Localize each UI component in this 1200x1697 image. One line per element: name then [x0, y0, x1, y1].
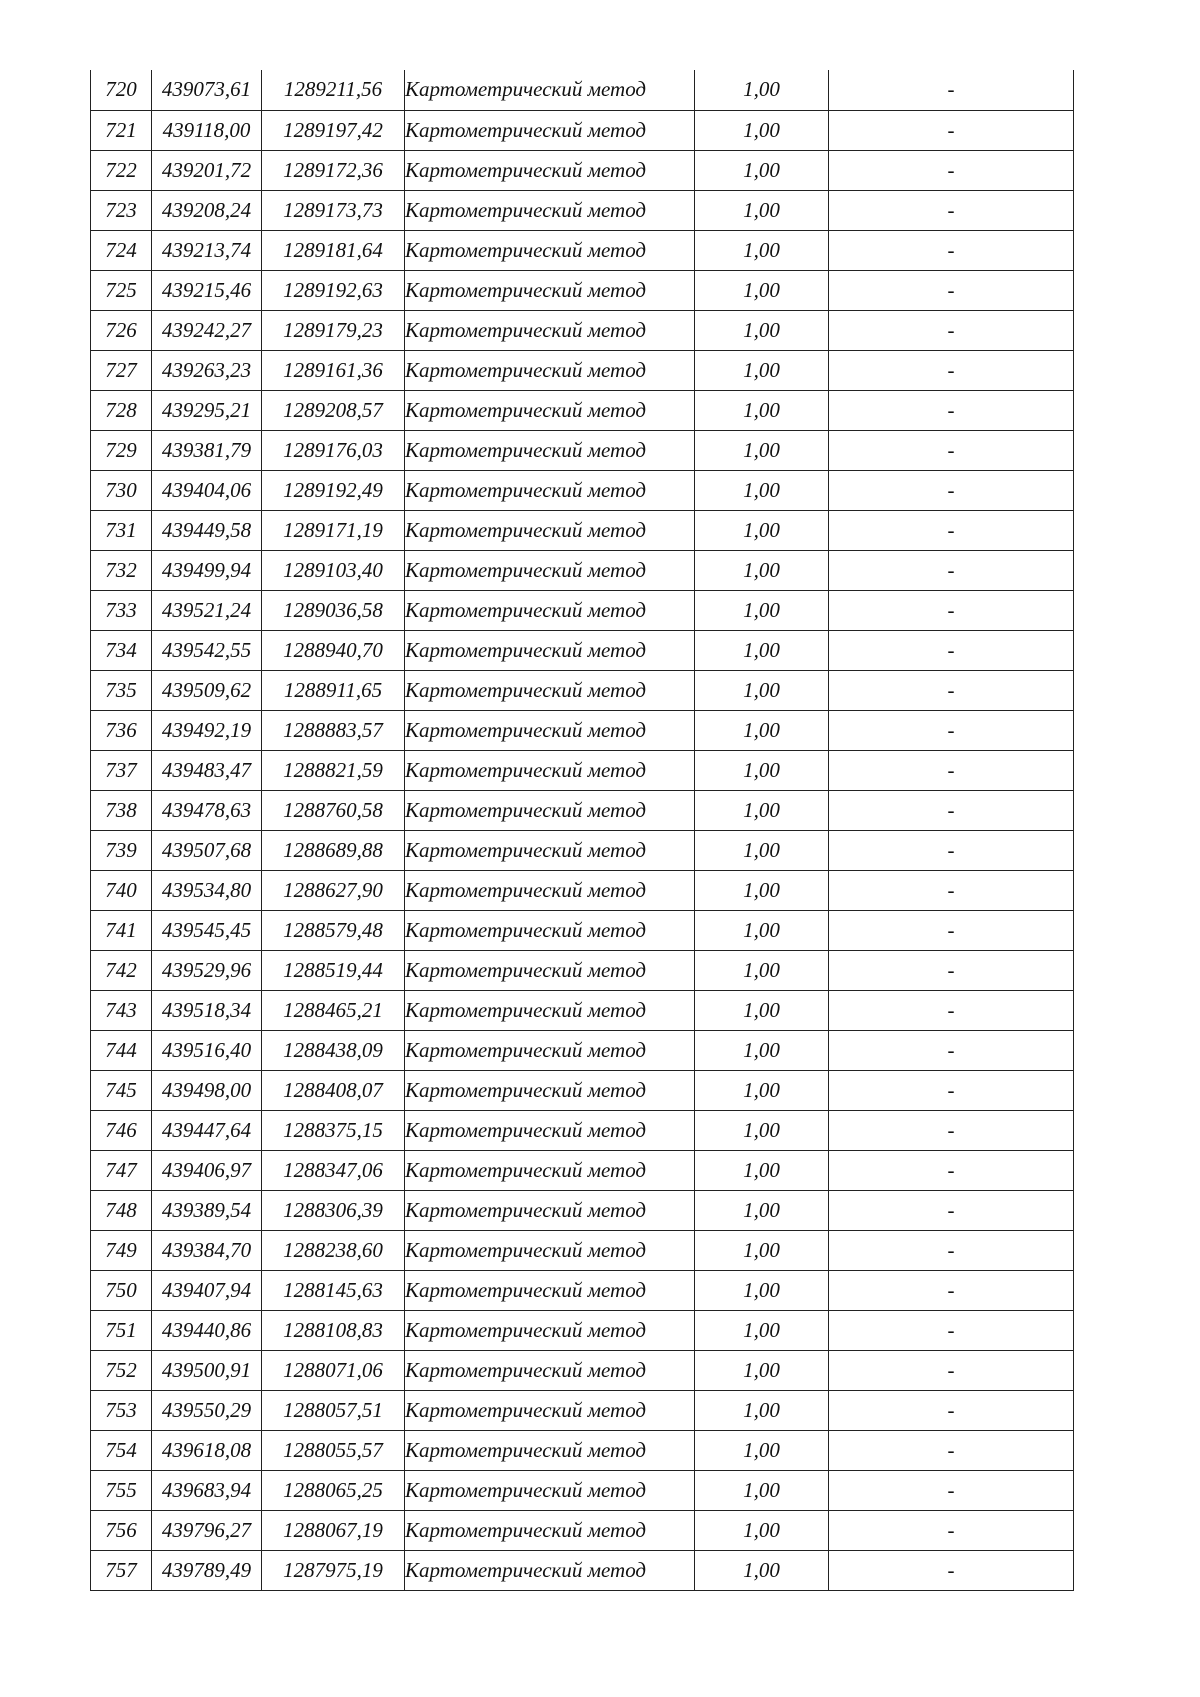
x-coordinate-cell: 439492,19 [152, 710, 262, 750]
method-cell: Картометрический метод [405, 710, 695, 750]
table-row [91, 1430, 1074, 1470]
x-coordinate-cell: 439201,72 [152, 150, 262, 190]
y-coordinate-cell: 1288911,65 [262, 670, 405, 710]
description-cell: - [829, 950, 1074, 990]
point-number-cell: 750 [91, 1270, 152, 1310]
method-cell: Картометрический метод [405, 1230, 695, 1270]
point-number-cell: 734 [91, 630, 152, 670]
method-cell: Картометрический метод [405, 1270, 695, 1310]
table-row [91, 1190, 1074, 1230]
y-coordinate-cell: 1288940,70 [262, 630, 405, 670]
description-cell: - [829, 430, 1074, 470]
table-row [91, 670, 1074, 710]
point-number-cell: 737 [91, 750, 152, 790]
description-cell: - [829, 750, 1074, 790]
y-coordinate-cell: 1289181,64 [262, 230, 405, 270]
method-cell: Картометрический метод [405, 630, 695, 670]
accuracy-cell: 1,00 [695, 750, 829, 790]
table-row [91, 630, 1074, 670]
table-row [91, 1310, 1074, 1350]
y-coordinate-cell: 1288067,19 [262, 1510, 405, 1550]
table-row [91, 830, 1074, 870]
accuracy-cell: 1,00 [695, 1390, 829, 1430]
accuracy-cell: 1,00 [695, 110, 829, 150]
point-number-cell: 726 [91, 310, 152, 350]
y-coordinate-cell: 1288238,60 [262, 1230, 405, 1270]
description-cell: - [829, 1270, 1074, 1310]
x-coordinate-cell: 439789,49 [152, 1550, 262, 1590]
point-number-cell: 751 [91, 1310, 152, 1350]
point-number-cell: 742 [91, 950, 152, 990]
method-cell: Картометрический метод [405, 1390, 695, 1430]
method-cell: Картометрический метод [405, 470, 695, 510]
description-cell: - [829, 270, 1074, 310]
x-coordinate-cell: 439516,40 [152, 1030, 262, 1070]
table-row [91, 1110, 1074, 1150]
x-coordinate-cell: 439550,29 [152, 1390, 262, 1430]
point-number-cell: 745 [91, 1070, 152, 1110]
point-number-cell: 733 [91, 590, 152, 630]
table-row [91, 1270, 1074, 1310]
y-coordinate-cell: 1289171,19 [262, 510, 405, 550]
description-cell: - [829, 1430, 1074, 1470]
description-cell: - [829, 830, 1074, 870]
method-cell: Картометрический метод [405, 310, 695, 350]
y-coordinate-cell: 1288071,06 [262, 1350, 405, 1390]
description-cell: - [829, 870, 1074, 910]
accuracy-cell: 1,00 [695, 150, 829, 190]
x-coordinate-cell: 439242,27 [152, 310, 262, 350]
x-coordinate-cell: 439118,00 [152, 110, 262, 150]
point-number-cell: 749 [91, 1230, 152, 1270]
accuracy-cell: 1,00 [695, 470, 829, 510]
method-cell: Картометрический метод [405, 1430, 695, 1470]
x-coordinate-cell: 439449,58 [152, 510, 262, 550]
y-coordinate-cell: 1289211,56 [262, 70, 405, 110]
method-cell: Картометрический метод [405, 750, 695, 790]
accuracy-cell: 1,00 [695, 1230, 829, 1270]
description-cell: - [829, 910, 1074, 950]
table-row [91, 390, 1074, 430]
point-number-cell: 753 [91, 1390, 152, 1430]
point-number-cell: 755 [91, 1470, 152, 1510]
x-coordinate-cell: 439499,94 [152, 550, 262, 590]
point-number-cell: 731 [91, 510, 152, 550]
point-number-cell: 754 [91, 1430, 152, 1470]
description-cell: - [829, 390, 1074, 430]
point-number-cell: 735 [91, 670, 152, 710]
description-cell: - [829, 110, 1074, 150]
accuracy-cell: 1,00 [695, 390, 829, 430]
y-coordinate-cell: 1289172,36 [262, 150, 405, 190]
table-row [91, 230, 1074, 270]
accuracy-cell: 1,00 [695, 1070, 829, 1110]
y-coordinate-cell: 1288347,06 [262, 1150, 405, 1190]
accuracy-cell: 1,00 [695, 710, 829, 750]
accuracy-cell: 1,00 [695, 1310, 829, 1350]
method-cell: Картометрический метод [405, 270, 695, 310]
x-coordinate-cell: 439500,91 [152, 1350, 262, 1390]
description-cell: - [829, 1070, 1074, 1110]
table-row [91, 70, 1074, 110]
y-coordinate-cell: 1288821,59 [262, 750, 405, 790]
point-number-cell: 756 [91, 1510, 152, 1550]
table-row [91, 1550, 1074, 1590]
description-cell: - [829, 190, 1074, 230]
description-cell: - [829, 1230, 1074, 1270]
x-coordinate-cell: 439518,34 [152, 990, 262, 1030]
point-number-cell: 736 [91, 710, 152, 750]
method-cell: Картометрический метод [405, 1030, 695, 1070]
point-number-cell: 723 [91, 190, 152, 230]
accuracy-cell: 1,00 [695, 1270, 829, 1310]
description-cell: - [829, 630, 1074, 670]
accuracy-cell: 1,00 [695, 1470, 829, 1510]
method-cell: Картометрический метод [405, 1110, 695, 1150]
x-coordinate-cell: 439796,27 [152, 1510, 262, 1550]
description-cell: - [829, 1150, 1074, 1190]
table-row [91, 990, 1074, 1030]
accuracy-cell: 1,00 [695, 870, 829, 910]
y-coordinate-cell: 1289176,03 [262, 430, 405, 470]
x-coordinate-cell: 439498,00 [152, 1070, 262, 1110]
method-cell: Картометрический метод [405, 670, 695, 710]
point-number-cell: 720 [91, 70, 152, 110]
table-row [91, 1230, 1074, 1270]
point-number-cell: 746 [91, 1110, 152, 1150]
accuracy-cell: 1,00 [695, 1550, 829, 1590]
x-coordinate-cell: 439529,96 [152, 950, 262, 990]
x-coordinate-cell: 439534,80 [152, 870, 262, 910]
accuracy-cell: 1,00 [695, 550, 829, 590]
accuracy-cell: 1,00 [695, 1190, 829, 1230]
x-coordinate-cell: 439507,68 [152, 830, 262, 870]
point-number-cell: 738 [91, 790, 152, 830]
method-cell: Картометрический метод [405, 1310, 695, 1350]
table-row [91, 270, 1074, 310]
y-coordinate-cell: 1288760,58 [262, 790, 405, 830]
y-coordinate-cell: 1287975,19 [262, 1550, 405, 1590]
y-coordinate-cell: 1288375,15 [262, 1110, 405, 1150]
y-coordinate-cell: 1289192,63 [262, 270, 405, 310]
description-cell: - [829, 1470, 1074, 1510]
point-number-cell: 725 [91, 270, 152, 310]
x-coordinate-cell: 439073,61 [152, 70, 262, 110]
x-coordinate-cell: 439483,47 [152, 750, 262, 790]
x-coordinate-cell: 439545,45 [152, 910, 262, 950]
point-number-cell: 752 [91, 1350, 152, 1390]
x-coordinate-cell: 439509,62 [152, 670, 262, 710]
coordinates-table [90, 70, 1074, 1591]
method-cell: Картометрический метод [405, 1510, 695, 1550]
y-coordinate-cell: 1288519,44 [262, 950, 405, 990]
description-cell: - [829, 510, 1074, 550]
accuracy-cell: 1,00 [695, 230, 829, 270]
x-coordinate-cell: 439208,24 [152, 190, 262, 230]
x-coordinate-cell: 439618,08 [152, 1430, 262, 1470]
table-row [91, 150, 1074, 190]
y-coordinate-cell: 1288689,88 [262, 830, 405, 870]
description-cell: - [829, 1110, 1074, 1150]
description-cell: - [829, 1030, 1074, 1070]
method-cell: Картометрический метод [405, 950, 695, 990]
method-cell: Картометрический метод [405, 110, 695, 150]
accuracy-cell: 1,00 [695, 1030, 829, 1070]
table-row [91, 1150, 1074, 1190]
x-coordinate-cell: 439215,46 [152, 270, 262, 310]
method-cell: Картометрический метод [405, 1550, 695, 1590]
accuracy-cell: 1,00 [695, 510, 829, 550]
y-coordinate-cell: 1288579,48 [262, 910, 405, 950]
point-number-cell: 727 [91, 350, 152, 390]
table-row [91, 750, 1074, 790]
accuracy-cell: 1,00 [695, 70, 829, 110]
description-cell: - [829, 70, 1074, 110]
table-row [91, 1390, 1074, 1430]
table-row [91, 550, 1074, 590]
y-coordinate-cell: 1288408,07 [262, 1070, 405, 1110]
description-cell: - [829, 670, 1074, 710]
x-coordinate-cell: 439447,64 [152, 1110, 262, 1150]
x-coordinate-cell: 439407,94 [152, 1270, 262, 1310]
x-coordinate-cell: 439381,79 [152, 430, 262, 470]
method-cell: Картометрический метод [405, 790, 695, 830]
description-cell: - [829, 1350, 1074, 1390]
accuracy-cell: 1,00 [695, 1430, 829, 1470]
point-number-cell: 732 [91, 550, 152, 590]
point-number-cell: 748 [91, 1190, 152, 1230]
y-coordinate-cell: 1288055,57 [262, 1430, 405, 1470]
method-cell: Картометрический метод [405, 1470, 695, 1510]
y-coordinate-cell: 1288465,21 [262, 990, 405, 1030]
point-number-cell: 740 [91, 870, 152, 910]
description-cell: - [829, 1190, 1074, 1230]
x-coordinate-cell: 439263,23 [152, 350, 262, 390]
method-cell: Картометрический метод [405, 990, 695, 1030]
point-number-cell: 741 [91, 910, 152, 950]
table-row [91, 790, 1074, 830]
table-row [91, 950, 1074, 990]
accuracy-cell: 1,00 [695, 430, 829, 470]
accuracy-cell: 1,00 [695, 910, 829, 950]
accuracy-cell: 1,00 [695, 590, 829, 630]
y-coordinate-cell: 1288883,57 [262, 710, 405, 750]
accuracy-cell: 1,00 [695, 190, 829, 230]
x-coordinate-cell: 439389,54 [152, 1190, 262, 1230]
table-row [91, 1070, 1074, 1110]
y-coordinate-cell: 1288306,39 [262, 1190, 405, 1230]
point-number-cell: 739 [91, 830, 152, 870]
y-coordinate-cell: 1289197,42 [262, 110, 405, 150]
accuracy-cell: 1,00 [695, 1150, 829, 1190]
accuracy-cell: 1,00 [695, 990, 829, 1030]
description-cell: - [829, 470, 1074, 510]
description-cell: - [829, 990, 1074, 1030]
y-coordinate-cell: 1289036,58 [262, 590, 405, 630]
point-number-cell: 730 [91, 470, 152, 510]
x-coordinate-cell: 439521,24 [152, 590, 262, 630]
accuracy-cell: 1,00 [695, 310, 829, 350]
point-number-cell: 744 [91, 1030, 152, 1070]
method-cell: Картометрический метод [405, 70, 695, 110]
method-cell: Картометрический метод [405, 350, 695, 390]
accuracy-cell: 1,00 [695, 270, 829, 310]
description-cell: - [829, 1510, 1074, 1550]
method-cell: Картометрический метод [405, 230, 695, 270]
method-cell: Картометрический метод [405, 390, 695, 430]
y-coordinate-cell: 1289161,36 [262, 350, 405, 390]
description-cell: - [829, 1310, 1074, 1350]
description-cell: - [829, 590, 1074, 630]
method-cell: Картометрический метод [405, 510, 695, 550]
point-number-cell: 721 [91, 110, 152, 150]
table-row [91, 590, 1074, 630]
description-cell: - [829, 710, 1074, 750]
method-cell: Картометрический метод [405, 1350, 695, 1390]
description-cell: - [829, 310, 1074, 350]
y-coordinate-cell: 1288057,51 [262, 1390, 405, 1430]
accuracy-cell: 1,00 [695, 950, 829, 990]
point-number-cell: 724 [91, 230, 152, 270]
y-coordinate-cell: 1289179,23 [262, 310, 405, 350]
accuracy-cell: 1,00 [695, 1350, 829, 1390]
description-cell: - [829, 350, 1074, 390]
accuracy-cell: 1,00 [695, 350, 829, 390]
method-cell: Картометрический метод [405, 910, 695, 950]
y-coordinate-cell: 1288065,25 [262, 1470, 405, 1510]
x-coordinate-cell: 439406,97 [152, 1150, 262, 1190]
table-row [91, 110, 1074, 150]
x-coordinate-cell: 439384,70 [152, 1230, 262, 1270]
accuracy-cell: 1,00 [695, 830, 829, 870]
description-cell: - [829, 550, 1074, 590]
point-number-cell: 722 [91, 150, 152, 190]
table-row [91, 1350, 1074, 1390]
point-number-cell: 757 [91, 1550, 152, 1590]
table-row [91, 350, 1074, 390]
method-cell: Картометрический метод [405, 1070, 695, 1110]
y-coordinate-cell: 1288438,09 [262, 1030, 405, 1070]
description-cell: - [829, 790, 1074, 830]
method-cell: Картометрический метод [405, 590, 695, 630]
y-coordinate-cell: 1289173,73 [262, 190, 405, 230]
method-cell: Картометрический метод [405, 430, 695, 470]
table-row [91, 430, 1074, 470]
description-cell: - [829, 230, 1074, 270]
point-number-cell: 728 [91, 390, 152, 430]
coordinates-table-body [91, 70, 1074, 1590]
table-row [91, 710, 1074, 750]
x-coordinate-cell: 439440,86 [152, 1310, 262, 1350]
x-coordinate-cell: 439213,74 [152, 230, 262, 270]
y-coordinate-cell: 1289103,40 [262, 550, 405, 590]
table-row [91, 190, 1074, 230]
x-coordinate-cell: 439542,55 [152, 630, 262, 670]
table-row [91, 1510, 1074, 1550]
point-number-cell: 747 [91, 1150, 152, 1190]
description-cell: - [829, 1550, 1074, 1590]
x-coordinate-cell: 439404,06 [152, 470, 262, 510]
x-coordinate-cell: 439683,94 [152, 1470, 262, 1510]
method-cell: Картометрический метод [405, 190, 695, 230]
method-cell: Картометрический метод [405, 870, 695, 910]
description-cell: - [829, 150, 1074, 190]
accuracy-cell: 1,00 [695, 790, 829, 830]
y-coordinate-cell: 1288627,90 [262, 870, 405, 910]
accuracy-cell: 1,00 [695, 1110, 829, 1150]
y-coordinate-cell: 1288108,83 [262, 1310, 405, 1350]
table-row [91, 470, 1074, 510]
accuracy-cell: 1,00 [695, 630, 829, 670]
accuracy-cell: 1,00 [695, 670, 829, 710]
table-row [91, 510, 1074, 550]
y-coordinate-cell: 1289208,57 [262, 390, 405, 430]
table-row [91, 870, 1074, 910]
table-row [91, 310, 1074, 350]
method-cell: Картометрический метод [405, 1150, 695, 1190]
method-cell: Картометрический метод [405, 150, 695, 190]
point-number-cell: 729 [91, 430, 152, 470]
description-cell: - [829, 1390, 1074, 1430]
point-number-cell: 743 [91, 990, 152, 1030]
y-coordinate-cell: 1288145,63 [262, 1270, 405, 1310]
table-row [91, 1470, 1074, 1510]
method-cell: Картометрический метод [405, 1190, 695, 1230]
x-coordinate-cell: 439478,63 [152, 790, 262, 830]
method-cell: Картометрический метод [405, 830, 695, 870]
table-row [91, 1030, 1074, 1070]
x-coordinate-cell: 439295,21 [152, 390, 262, 430]
y-coordinate-cell: 1289192,49 [262, 470, 405, 510]
method-cell: Картометрический метод [405, 550, 695, 590]
table-row [91, 910, 1074, 950]
accuracy-cell: 1,00 [695, 1510, 829, 1550]
